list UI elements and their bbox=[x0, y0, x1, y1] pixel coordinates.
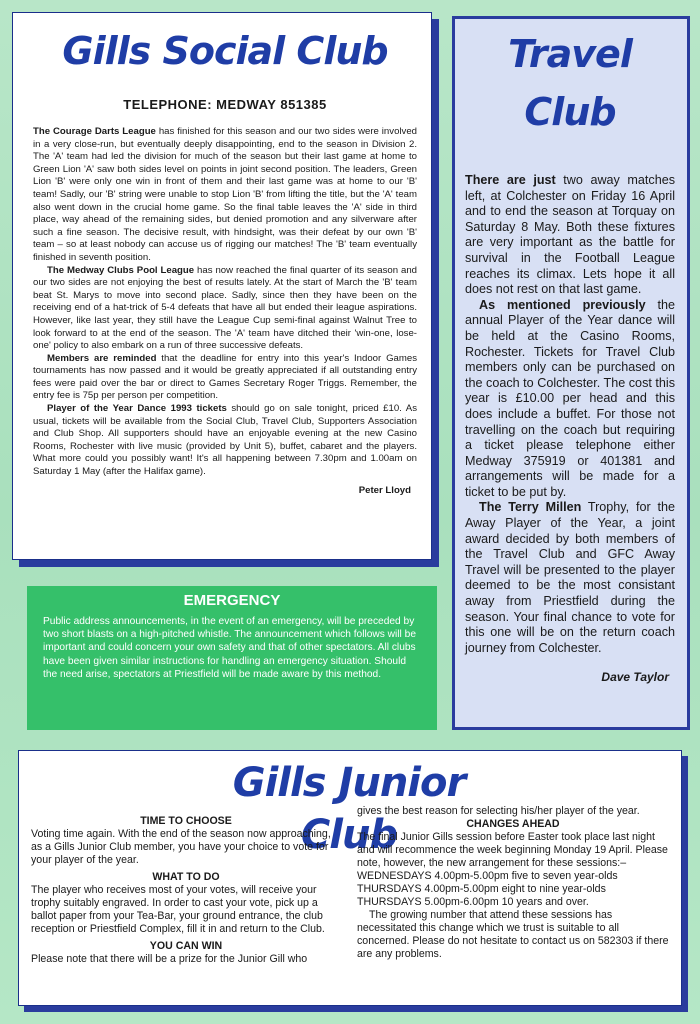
trophy-paragraph bbox=[465, 500, 675, 656]
trophy-text: Trophy, for the Away Player of the Year, a joint award decided by both members of the Travel Club and GFC Away Travel will be presented to the player deemed to be the most consistant away from Priestfield during the season. Your final chance to vote for this one will be on the return coach journey from Colchester. bbox=[465, 500, 676, 655]
social-club-title: Gills Social Club bbox=[62, 29, 388, 73]
what-to-do-heading: WHAT TO DO bbox=[152, 871, 220, 883]
travel-club-title: Travel Club bbox=[508, 32, 632, 134]
dance-lead: As mentioned previously bbox=[479, 297, 646, 312]
session-item: THURSDAYS 4.00pm-5.00pm eight to nine year-olds bbox=[357, 883, 606, 895]
pool-league-lead: The Medway Clubs Pool League bbox=[47, 264, 195, 276]
dance-text: the annual Player of the Year dance will be held at the Casino Rooms, Rochester. Tickets for Travel Club members only can be purchased on the coach to Colchester. The cost this year is £10.00 per head and this does include a buffet. For those not travelling on the coach but requiring a ticket please telephone either Medway 375919 or 401381 and arrangements will be made for a ticket to be put by. bbox=[465, 297, 675, 499]
social-club-body bbox=[33, 126, 417, 479]
darts-league-text: has finished for this season and our two sides were involved in a very close-run, but eventually deeply disappointing, end to the season in Division 2. The 'A' team had led the division for much of the season but their last game at home to Green Lion 'A' saw both sides level on points in joint second position. The leaders, Green Lion 'B' were only one win in front of them and their last game was at home to our 'B' team! Sadly, our 'B' string were unable to stop Lion 'B' from lifting the title, but the 'A' team also went down in the crucial home game. So the final table leaves the 'A' side in third place, way ahead of the remaining sides, but denied promotion and any silverware after such a fine season. The decisive result, with hindsight, was their defeat by our own 'B' team – so at least nobody can accuse us of rigging our matches! The 'B' team eventually finished in seventh position. bbox=[33, 126, 417, 263]
session-item: WEDNESDAYS 4.00pm-5.00pm five to seven year-olds bbox=[357, 870, 618, 882]
dance-tickets-lead: Player of the Year Dance 1993 tickets bbox=[47, 403, 227, 415]
time-to-choose-text: Voting time again. With the end of the season now approaching, as a Gills Junior Club member, you have your choice to vote for your player of the year. bbox=[31, 828, 331, 866]
junior-club-panel bbox=[18, 750, 682, 1006]
dance-tickets-paragraph bbox=[33, 403, 417, 479]
you-can-win-continued: gives the best reason for selecting his/her player of the year. bbox=[357, 805, 640, 817]
members-reminder-lead: Members are reminded bbox=[47, 352, 157, 364]
emergency-heading: EMERGENCY bbox=[183, 592, 281, 609]
you-can-win-heading: YOU CAN WIN bbox=[149, 940, 223, 952]
social-club-signature: Peter Lloyd bbox=[358, 484, 411, 496]
changes-ahead-heading: CHANGES AHEAD bbox=[466, 818, 560, 830]
pool-league-paragraph bbox=[33, 265, 417, 353]
junior-club-title: Gills Junior Club bbox=[232, 760, 466, 858]
junior-left-column bbox=[31, 815, 341, 966]
travel-club-body bbox=[465, 173, 675, 656]
junior-right-column bbox=[357, 805, 669, 961]
emergency-text: Public address announcements, in the event of an emergency, will be preceded by two short blasts on a high-pitched whistle. The announcement which follows will be important and could concern your own safety and that of other spectators. All clubs have been given similar instructions for handling an emergency situation. Should the need arise, spectators at Priestfield will be made aware by this method. bbox=[43, 616, 416, 680]
pool-league-text: has now reached the final quarter of its season and our two sides are not enjoying the best of results lately. At the start of March the 'B' team beat St. Marys to move into second place. Sadly, since then they have been on the receiving end of a hat-trick of 5-4 defeats that have all but ended their league aspirations. However, like last year, they still have the League Cup semi-final against Walnut Tree to look forward to at the end of the season. The 'A' team have ditched their 'win-one, lose-one' policy to also embark on a run of three successive defeats. bbox=[33, 264, 418, 352]
members-reminder-paragraph bbox=[33, 353, 417, 403]
travel-club-signature: Dave Taylor bbox=[601, 670, 669, 685]
growing-number-text: The growing number that attend these sessions has necessitated this change which we trust is suitable to all concerned. Please do not hesitate to contact us on 582303 if there are any problems. bbox=[357, 909, 669, 960]
dance-tickets-text: should go on sale tonight, priced £10. As usual, tickets will be available from the Social Club, Travel Club, Supporters Association and Club Shop. All supporters should have an enjoyable evening at the new Casino Rooms, Rochester with live music (provided by Unit 5), buffet, cabaret and the players. What more could you possibly want! It's all happening between 7.30pm and 1.00am on Saturday 1 May (after the Halifax game). bbox=[33, 403, 417, 478]
travel-club-panel bbox=[452, 16, 690, 730]
away-matches-paragraph bbox=[465, 173, 675, 298]
social-club-telephone: TELEPHONE: MEDWAY 851385 bbox=[123, 97, 327, 112]
time-to-choose-heading: TIME TO CHOOSE bbox=[140, 815, 232, 827]
darts-league-paragraph bbox=[33, 126, 417, 265]
darts-league-lead: The Courage Darts League bbox=[33, 126, 156, 137]
changes-ahead-text: The final Junior Gills session before Easter took place last night and will recommence the week beginning Monday 19 April. Please note, however, the new arrangement for these sessions:– bbox=[357, 831, 668, 869]
away-matches-text: two away matches left, at Colchester on Friday 16 April and to end the season at Torquay on Saturday 8 May. Both these fixtures are very important as the battle for survival in the Football League reaches its climax. Lets hope it all does not rest on that last game. bbox=[465, 173, 675, 297]
session-item: THURSDAYS 5.00pm-6.00pm 10 years and over. bbox=[357, 896, 589, 908]
social-club-panel bbox=[12, 12, 432, 560]
what-to-do-text: The player who receives most of your votes, will receive your trophy suitably engraved. In order to cast your vote, pick up a ballot paper from your Tea-Bar, your ground entrance, the club reception or Priestfield Complex, fill it in and return to the Club. bbox=[31, 884, 325, 935]
emergency-notice bbox=[27, 586, 437, 730]
members-reminder-text: that the deadline for entry into this year's Indoor Games tournaments has now passed and it would be greatly appreciated if all outstanding entry fees were paid over the bar or direct to Games Secretary Roger Triggs. Remember, the entry fee is 75p per person per competition. bbox=[33, 352, 417, 402]
away-matches-lead: There are just bbox=[465, 173, 556, 187]
dance-paragraph bbox=[465, 298, 675, 501]
trophy-lead: The Terry Millen bbox=[479, 500, 582, 515]
you-can-win-text: Please note that there will be a prize for the Junior Gill who bbox=[31, 953, 308, 965]
